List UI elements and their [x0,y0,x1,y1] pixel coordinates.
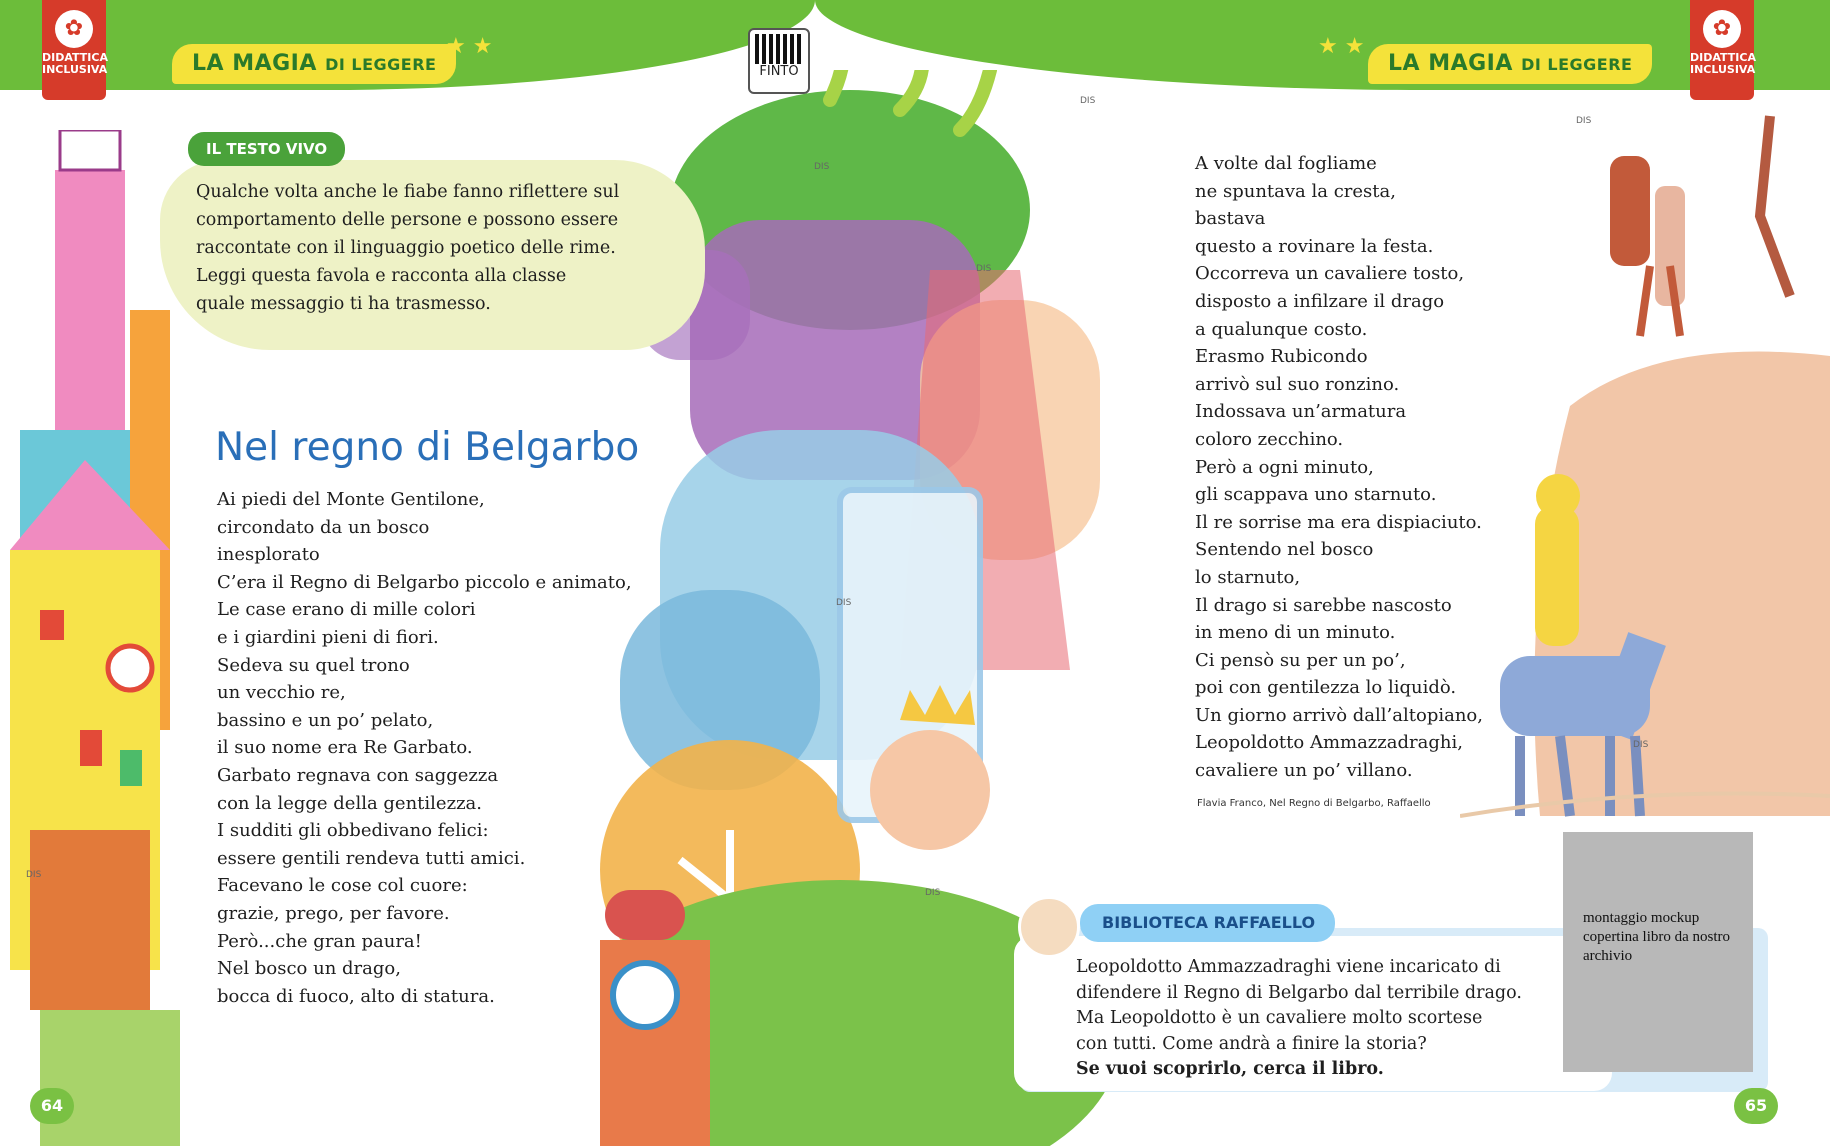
stars-icon: ★ ★ [446,34,493,59]
section-title-big: LA MAGIA [1388,51,1513,76]
biblioteca-tag: BIBLIOTECA RAFFAELLO [1080,904,1335,942]
badge-label-line2: INCLUSIVA [1690,63,1756,76]
intro-text [196,178,696,318]
biblioteca-line: difendere il Regno di Belgarbo dal terribile drago. [1076,982,1522,1003]
poem-line: poi con gentilezza lo liquidò. [1195,677,1457,699]
poem-line: bastava [1195,208,1266,230]
page-number-left: 64 [30,1088,74,1124]
poem-line: bassino e un po’ pelato, [217,709,434,731]
poem-line: il suo nome era Re Garbato. [217,737,473,759]
poem-line: grazie, prego, per favore. [217,902,450,924]
poem-right-column [1195,150,1483,785]
poem-line: Garbato regnava con saggezza [217,764,499,786]
wizard-avatar [1018,896,1080,958]
puzzle-icon: ✿ [1703,10,1741,48]
intro-line: raccontate con il linguaggio poetico delle rime. [196,238,616,258]
dis-marker: DIS [1633,740,1649,750]
poem-line: Occorreva un cavaliere tosto, [1195,263,1465,285]
dis-marker: DIS [976,264,992,274]
poem-line: in meno di un minuto. [1195,622,1396,644]
intro-line: Leggi questa favola e racconta alla classe [196,266,567,286]
badge-label-line1: DIDATTICA [1690,51,1756,64]
inclusive-badge-left [42,0,106,100]
poem-line: con la legge della gentilezza. [217,792,482,814]
puzzle-icon: ✿ [55,10,93,48]
poem-line: Il drago si sarebbe nascosto [1195,594,1452,616]
poem-line: Leopoldotto Ammazzadraghi, [1195,732,1463,754]
section-title-right [1368,44,1652,84]
book-cover-placeholder [1563,832,1753,1072]
poem-line: Però a ogni minuto, [1195,456,1374,478]
poem-line: C’era il Regno di Belgarbo piccolo e animato, [217,571,632,593]
poem-line: Nel bosco un drago, [217,958,401,980]
poem-line: Indossava un’armatura [1195,401,1407,423]
poem-line: Il re sorrise ma era dispiaciuto. [1195,511,1482,533]
qr-label: FINTO [759,64,799,79]
poem-line: lo starnuto, [1195,566,1301,588]
poem-line: bocca di fuoco, alto di statura. [217,985,495,1007]
poem-line: un vecchio re, [217,682,346,704]
knights-illustration [1460,96,1830,836]
poem-left-column [217,486,632,1010]
poem-line: a qualunque costo. [1195,318,1368,340]
poem-title: Nel regno di Belgarbo [215,425,640,470]
biblioteca-line: Leopoldotto Ammazzadraghi viene incaricato di [1076,957,1501,977]
poem-line: coloro zecchino. [1195,428,1344,450]
poem-line: Ai piedi del Monte Gentilone, [217,489,485,510]
section-title-small: DI LEGGERE [325,55,437,74]
dis-marker: DIS [1080,96,1096,106]
dis-marker: DIS [1576,116,1592,126]
poem-line: Un giorno arrivò dall’altopiano, [1195,704,1483,726]
page-number-right: 65 [1734,1088,1778,1124]
poem-line: inesplorato [217,544,320,566]
biblioteca-line: con tutti. Come andrà a finire la storia? [1076,1033,1427,1054]
poem-line: Ci pensò su per un po’, [1195,649,1406,671]
poem-line: e i giardini pieni di fiori. [217,626,439,648]
poem-line: Le case erano di mille colori [217,599,476,621]
poem-line: Erasmo Rubicondo [1195,346,1368,368]
poem-line: Però...che gran paura! [217,930,422,952]
dis-marker: DIS [836,598,852,608]
intro-line: quale messaggio ti ha trasmesso. [196,294,491,314]
inclusive-badge-right [1690,0,1754,100]
poem-line: A volte dal fogliame [1195,153,1377,174]
poem-line: disposto a infilzare il drago [1195,290,1445,312]
poem-line: circondato da un bosco [217,516,430,538]
intro-line: Qualche volta anche le fiabe fanno riflettere sul [196,182,620,202]
section-title-small: DI LEGGERE [1521,55,1633,74]
poem-credit: Flavia Franco, Nel Regno di Belgarbo, Raffaello [1197,798,1431,809]
poem-line: cavaliere un po’ villano. [1195,760,1413,782]
poem-line: I sudditi gli obbedivano felici: [217,820,489,842]
poem-line: arrivò sul suo ronzino. [1195,373,1400,395]
poem-line: essere gentili rendeva tutti amici. [217,847,526,869]
biblioteca-text [1076,955,1616,1083]
biblioteca-bold-line: Se vuoi scoprirlo, cerca il libro. [1076,1059,1384,1079]
section-title-big: LA MAGIA [192,51,317,76]
poem-line: gli scappava uno starnuto. [1195,484,1437,506]
poem-line: questo a rovinare la festa. [1195,235,1434,257]
section-title-left [172,44,456,84]
intro-line: comportamento delle persone e possono essere [196,210,619,230]
poem-line: Sentendo nel bosco [1195,539,1374,561]
qr-code-icon [755,34,803,64]
houses-illustration-left [0,130,160,1146]
poem-line: ne spuntava la cresta, [1195,180,1396,202]
poem-line: Facevano le cose col cuore: [217,875,468,897]
dis-marker: DIS [26,870,42,880]
testo-vivo-tag: IL TESTO VIVO [188,132,345,166]
badge-label-line1: DIDATTICA [42,51,108,64]
dis-marker: DIS [814,162,830,172]
stars-icon: ★ ★ [1318,34,1365,59]
poem-line: Sedeva su quel trono [217,654,410,676]
biblioteca-line: Ma Leopoldotto è un cavaliere molto scortese [1076,1008,1483,1028]
badge-label-line2: INCLUSIVA [42,63,108,76]
mockup-text: montaggio mockup copertina libro da nostro archivio [1583,910,1731,964]
dis-marker: DIS [925,888,941,898]
